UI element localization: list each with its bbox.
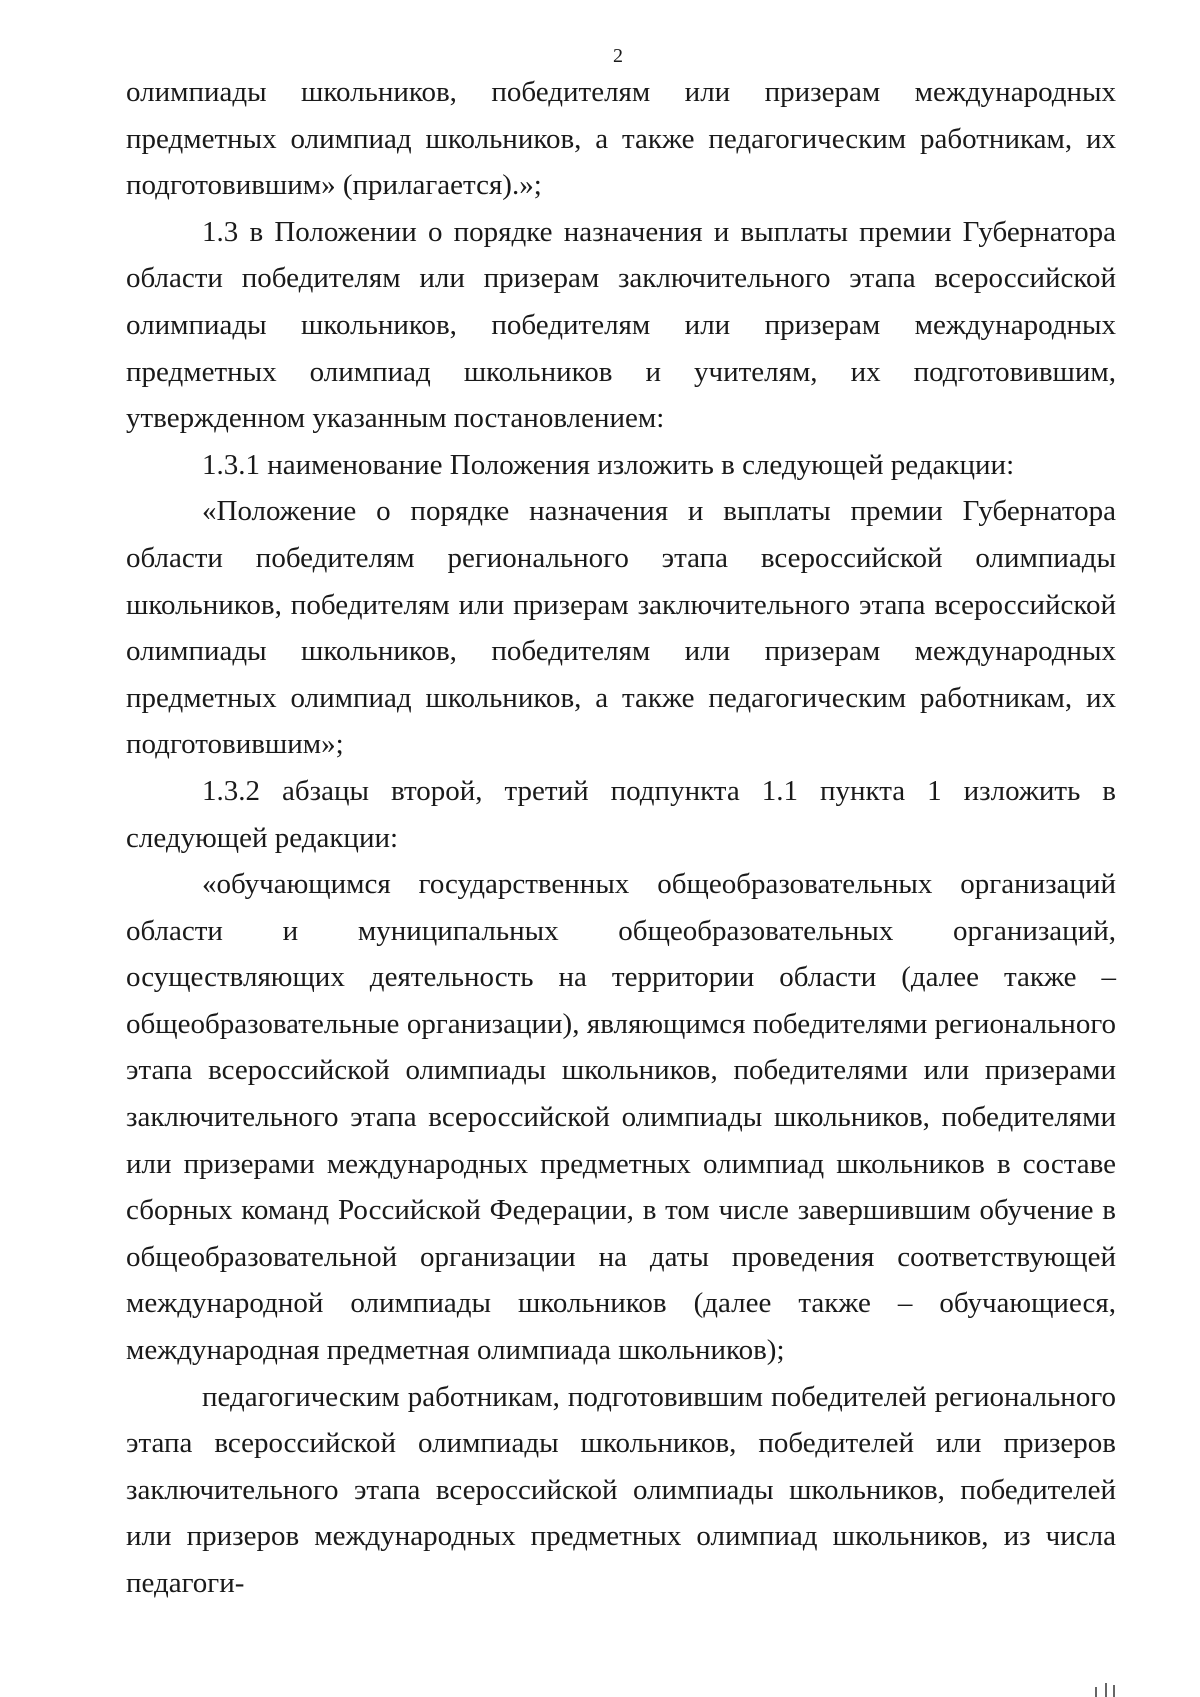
scan-edge-mark xyxy=(1094,1683,1118,1697)
paragraph-4: «Положение о порядке назначения и выплаты премии Губернатора области победителям регионального этапа всероссийской олимпиады школьников, победителям или призерам заключительного этапа всероссийской олимпиады школьников, победителям или призерам международных предметных олимпиад школьников, а также педагогическим работникам, их подготовившим»; xyxy=(126,495,1116,761)
paragraph-1: олимпиады школьников, победителям или призерам международных предметных олимпиад школьников, а также педагогическим работникам, их подготовившим» (прилагается).»; xyxy=(126,76,1116,202)
paragraph-6: «обучающимся государственных общеобразовательных организаций области и муниципальных общеобразовательных организаций, осуществляющих деятельность на территории области (далее также – общеобразовательные организации), являющимся победителями регионального этапа всероссийской олимпиады школьников, победителями или призерами заключительного этапа всероссийской олимпиады школьников, победителями или призерами международных предметных олимпиад школьников в составе сборных команд Российской Федерации, в том числе завершившим обучение в общеобразовательной организации на даты проведения соответствующей международной олимпиады школьников (далее также – обучающиеся, международная предметная олимпиада школьников); xyxy=(126,868,1116,1367)
paragraph-5: 1.3.2 абзацы второй, третий подпункта 1.1 пункта 1 изложить в следующей редакции: xyxy=(126,774,1116,854)
document-body xyxy=(126,69,1116,1607)
paragraph-3: 1.3.1 наименование Положения изложить в следующей редакции: xyxy=(202,448,1015,481)
page-number: 2 xyxy=(613,45,623,67)
paragraph-7: педагогическим работникам, подготовившим победителей регионального этапа всероссийской олимпиады школьников, победителей или призеров заключительного этапа всероссийской олимпиады школьников, победителей или призеров международных предметных олимпиад школьников, из числа педагоги- xyxy=(126,1380,1116,1599)
paragraph-2: 1.3 в Положении о порядке назначения и выплаты премии Губернатора области победителям или призерам заключительного этапа всероссийской олимпиады школьников, победителям или призерам международных предметных олимпиад школьников и учителям, их подготовившим, утвержденном указанным постановлением: xyxy=(126,215,1116,435)
